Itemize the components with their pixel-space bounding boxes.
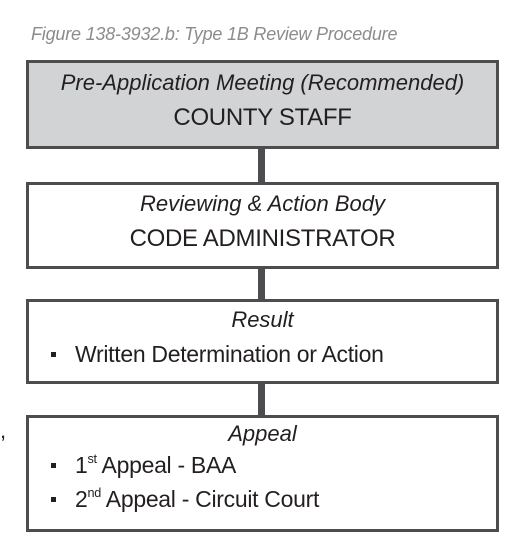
appeal-ordinal: 2 [75,486,88,513]
result-subtitle: Result [231,307,294,332]
pre-application-subtitle: Pre-Application Meeting (Recommended) [60,70,465,95]
appeal-list [29,448,496,516]
connector-3 [258,383,265,417]
appeal-item-text: Appeal - BAA [96,452,237,479]
connector-2 [258,268,265,300]
bullet-icon [51,352,56,357]
edge-comma: , [0,418,7,443]
connector-1 [258,148,265,183]
result-item-text: Written Determination or Action [75,341,384,368]
appeal-ordinal-suffix: st [87,452,97,467]
pre-application-title: COUNTY STAFF [173,104,352,132]
appeal-item-first [29,448,496,482]
appeal-subtitle: Appeal [228,421,297,446]
reviewing-subtitle: Reviewing & Action Body [140,191,385,216]
appeal-item-text: Appeal - Circuit Court [100,486,320,513]
result-box [26,299,499,384]
appeal-ordinal-suffix: nd [87,486,101,501]
reviewing-title: CODE ADMINISTRATOR [129,225,396,253]
bullet-icon [51,463,56,468]
appeal-ordinal: 1 [75,452,88,479]
figure-caption: Figure 138-3932.b: Type 1B Review Procedure [31,24,398,44]
reviewing-box [26,182,499,269]
result-item [29,337,496,371]
result-list [29,337,496,371]
bullet-icon [51,497,56,502]
pre-application-box [26,60,499,149]
appeal-item-second [29,482,496,516]
appeal-box [26,415,499,532]
